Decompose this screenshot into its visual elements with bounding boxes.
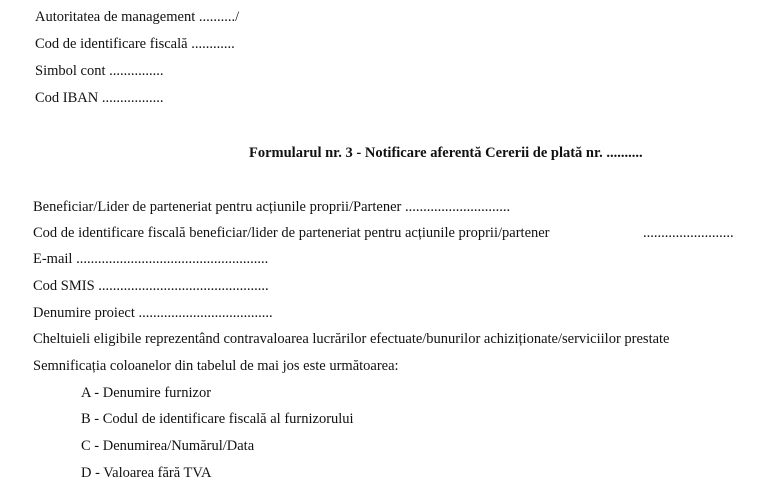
header-line-autoritate: Autoritatea de management ........../ <box>35 9 240 25</box>
field-cod-fiscal-beneficiar-fill: ......................... <box>643 225 734 241</box>
header-line-cod-iban: Cod IBAN ................. <box>35 90 164 106</box>
column-def-c: C - Denumirea/Numărul/Data <box>81 438 255 454</box>
column-def-b: B - Codul de identificare fiscală al furnizorului <box>81 411 354 427</box>
text-cheltuieli-eligibile: Cheltuieli eligibile reprezentând contravaloarea lucrărilor efectuate/bunurilor achiziționate/serviciilor prestate <box>33 331 670 347</box>
field-denumire-proiect: Denumire proiect ..................................... <box>33 305 273 321</box>
form-title: Formularul nr. 3 - Notificare aferentă Cererii de plată nr. .......... <box>249 145 643 161</box>
field-cod-smis: Cod SMIS ............................................... <box>33 278 269 294</box>
column-def-a: A - Denumire furnizor <box>81 385 212 401</box>
field-cod-fiscal-beneficiar: Cod de identificare fiscală beneficiar/lider de parteneriat pentru acțiunile proprii/partener <box>33 225 550 241</box>
header-line-cod-fiscal: Cod de identificare fiscală ............ <box>35 36 235 52</box>
column-def-d: D - Valoarea fără TVA <box>81 465 212 481</box>
text-semnificatia-coloanelor: Semnificația coloanelor din tabelul de mai jos este următoarea: <box>33 358 399 374</box>
field-email: E-mail ..................................................... <box>33 251 269 267</box>
header-line-simbol-cont: Simbol cont ............... <box>35 63 164 79</box>
field-beneficiar: Beneficiar/Lider de parteneriat pentru acțiunile proprii/Partener ............................. <box>33 199 511 215</box>
